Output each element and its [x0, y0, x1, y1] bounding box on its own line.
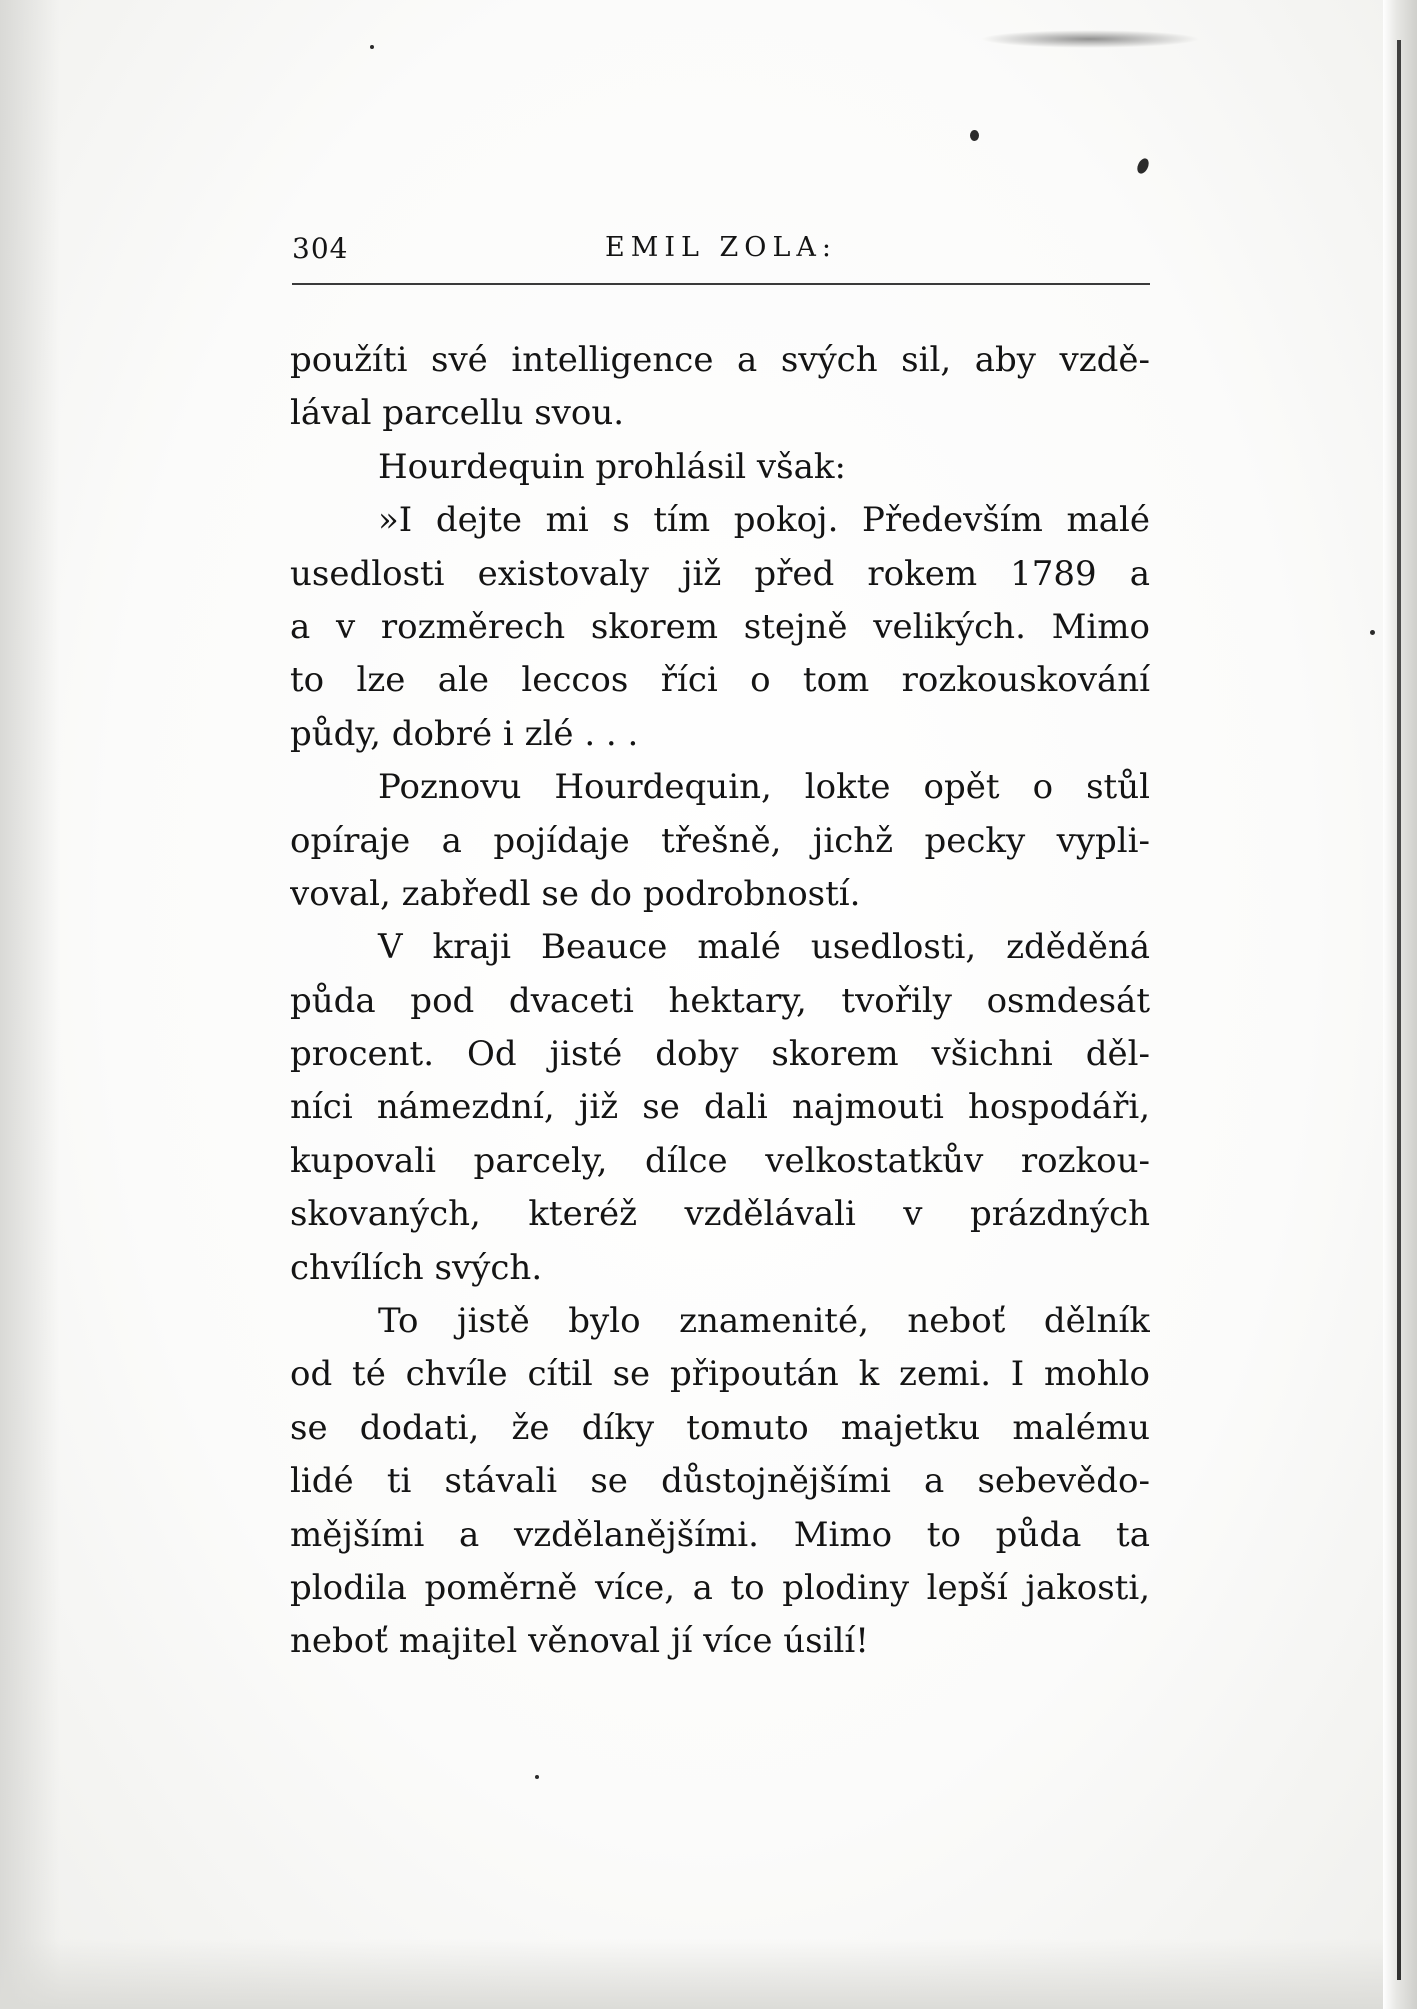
text-line: to lze ale leccos říci o tom rozkouskování — [290, 660, 1150, 701]
text-line: usedlosti existovaly již před rokem 1789 a — [290, 553, 1150, 594]
text-line: mějšími a vzdělanějšími. Mimo to půda ta — [290, 1514, 1150, 1555]
text-line: lidé ti stávali se důstojnějšími a sebevědo- — [290, 1461, 1150, 1502]
page-header — [292, 232, 1150, 276]
text-line: Hourdequin prohlásil však: — [378, 446, 846, 487]
text-line: voval, zabředl se do podrobností. — [290, 873, 861, 914]
text-line: půdy, dobré i zlé . . . — [290, 713, 639, 754]
text-line: kupovali parcely, dílce velkostatkův rozkou- — [290, 1140, 1150, 1181]
text-line: To jistě bylo znamenité, neboť dělník — [378, 1301, 1150, 1342]
text-line: a v rozměrech skorem stejně velikých. Mimo — [290, 606, 1150, 647]
text-line: skovaných, kteréž vzdělávali v prázdných — [290, 1194, 1150, 1235]
text-line: chvílích svých. — [290, 1247, 543, 1288]
running-head: EMIL ZOLA: — [605, 232, 837, 263]
text-line: lával parcellu svou. — [290, 393, 625, 434]
text-line: se dodati, že díky tomuto majetku malému — [290, 1407, 1150, 1448]
text-line: od té chvíle cítil se připoután k zemi. I mohlo — [290, 1354, 1150, 1395]
text-line: »I dejte mi s tím pokoj. Především malé — [378, 500, 1150, 541]
ink-speck — [535, 1775, 539, 1779]
text-line: opíraje a pojídaje třešně, jichž pecky vypli- — [290, 820, 1150, 861]
text-line: Poznovu Hourdequin, lokte opět o stůl — [378, 767, 1150, 808]
text-line: procent. Od jisté doby skorem všichni děl- — [290, 1034, 1150, 1075]
header-rule — [292, 283, 1150, 285]
bottom-page-shadow — [0, 1939, 1417, 2009]
left-page-shadow — [0, 0, 60, 2009]
text-line: půda pod dvaceti hektary, tvořily osmdesát — [290, 980, 1150, 1021]
ink-speck — [1370, 630, 1375, 635]
text-line: plodila poměrně více, a to plodiny lepší jakosti, — [290, 1567, 1150, 1608]
text-line: V kraji Beauce malé usedlosti, zděděná — [378, 927, 1150, 968]
top-ink-smudge — [980, 30, 1200, 48]
body-text — [290, 334, 1150, 1669]
ink-speck — [370, 45, 374, 49]
ink-speck — [970, 130, 979, 141]
text-line: níci námezdní, již se dali najmouti hospodáři, — [290, 1087, 1150, 1128]
text-line: neboť majitel věnoval jí více úsilí! — [290, 1621, 869, 1662]
text-line: použíti své intelligence a svých sil, aby vzdě- — [290, 340, 1150, 380]
page-number: 304 — [292, 232, 349, 265]
binding-edge-line — [1397, 40, 1401, 1980]
